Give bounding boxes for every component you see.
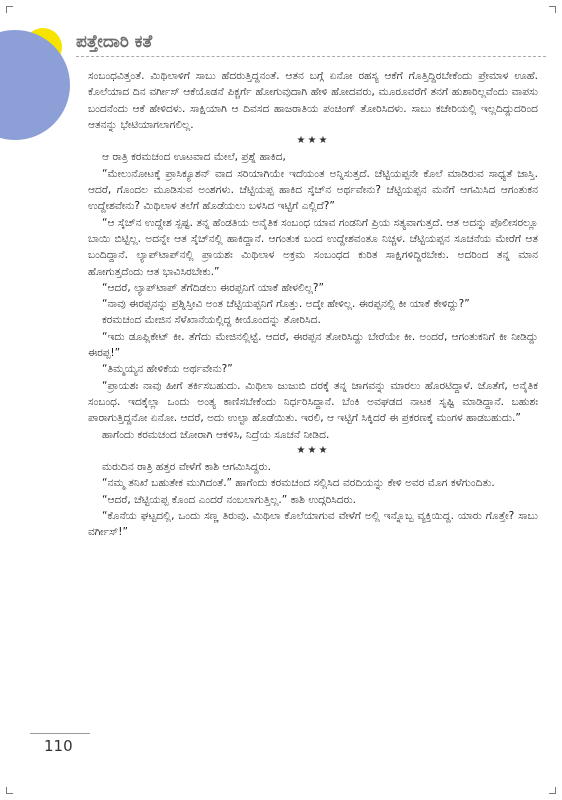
paragraph: “ನಾವು ಈರಪ್ಪನನ್ನು ಪ್ರಶ್ನಿಸ್ತೀವಿ ಅಂತ ಚೆಟ್ಟಿಯಪ್ಪನಿಗೆ ಗೊತ್ತು. ಅದ್ಕೇ ಹೇಳಿಲ್ಲ. ಈರಪ್ಪನಲ್ಲಿ ಕೀ ಯಾಕೆ ಕೇಳಿದ್ದು?” xyxy=(102,298,470,311)
paragraph: “ಪ್ರಾಯಶಃ ನಾವು ಹೀಗೆ ತರ್ಕಿಸಬಹುದು. ಮಿಥಿಲಾ ಜುಜುಬಿ ದರಕ್ಕೆ ತನ್ನ ಜಾಗವನ್ನು ಮಾರಲು ಹೊರಟಿದ್ದಾಳೆ. ಜೊತೆಗೆ, ಅನೈತಿಕ ಸಂಬಂಧ. ಇದಕ್ಕೆಲ್ಲಾ ಒಂದು ಅಂತ್ಯ ಕಾಣಿಸಬೇಕೆಂದು ನಿರ್ಧರಿಸಿದ್ದಾನೆ. ಬೆಂಕಿ ಅವಘಡದ ನಾಟಕ ಸೃಷ್ಟಿ ಮಾಡಿದ್ದಾನೆ. ಬಹುಶಃ ಪಾರಾಗುತ್ತಿದ್ದನೋ ಏನೋ. ಆದರೆ, ಅದು ಉಲ್ಟಾ ಹೊಡೆಯಿತು. ಇರಲಿ, ಆ ಇಟ್ಟಿಗೆ ಸಿಕ್ಕಿದರೆ ಈ ಪ್ರಕರಣಕ್ಕೆ ಮಂಗಳ ಹಾಡಬಹುದು.” xyxy=(88,379,538,425)
crop-mark-top-right xyxy=(549,6,556,13)
paragraph: ಸಂಬಂಧವಿತ್ತಂತೆ. ಮಿಥಿಲಾಳಿಗೆ ಸಾಬು ಹೆದರುತ್ತಿದ್ದನಂತೆ. ಆತನ ಬಗ್ಗೆ ಏನೋ ರಹಸ್ಯ ಆಕೆಗೆ ಗೊತ್ತಿದ್ದಿರಬೇಕೆಂದು ಪ್ರೇಮಾಳ ಊಹೆ. ಕೊಲೆಯಾದ ದಿನ ವರ್ಗೀಸ್ ಆಕೆಯೊಡನೆ ಪಿಕ್ಚರ್ಗೆ ಹೋಗುವುದಾಗಿ ಹೇಳಿ ಹೋದವರು, ಮೂರೂವರೆಗೆ ತನಗೆ ಹುಶಾರಿಲ್ಲವೆಂದು ವಾಪಸು ಬಂದನೆಂದು ಆಕೆ ಹೇಳಿದಳು. ಸಾಕ್ಷಿಯಾಗಿ ಆ ದಿವಸದ ಹಾಜರಾತಿಯ ಪಂಚಿಂಗ್ ತೋರಿಸಿದಳು. ಸಾಬು ಕಚೇರಿಯಲ್ಲಿ ಇಲ್ಲದಿದ್ದುದರಿಂದ ಆತನನ್ನು ಭೇಟಿಯಾಗಲಾಗಲಿಲ್ಲ. xyxy=(88,70,538,131)
paragraph: “ಆದರೆ, ಲ್ಯಾಪ್‌ಟಾಪ್ ತೆಗೆದಿಡಲು ಈರಪ್ಪನಿಗೆ ಯಾಕೆ ಹೇಳಲಿಲ್ಲ?” xyxy=(102,281,325,294)
section-break: ★★★ xyxy=(296,444,330,456)
paragraph: ಕರಮಚಂದ ಮೇಜಿನ ಸೆಳೆಖಾನೆಯಲ್ಲಿದ್ದ ಕೀಯೊಂದನ್ನು ತೋರಿಸಿದ. xyxy=(102,314,321,327)
paragraph: “ಇದು ಡೂಪ್ಲಿಕೇಟ್ ಕೀ. ತೆಗೆದು ಮೇಜಿನಲ್ಲಿಟ್ಟೆ. ಆದರೆ, ಈರಪ್ಪನ ತೋರಿಸಿದ್ದು ಬೇರೆಯೇ ಕೀ. ಅಂದರೆ, ಆಗಂತುಕನಿಗೆ ಕೀ ನೀಡಿದ್ದು ಈರಪ್ಪ!” xyxy=(88,330,538,360)
paragraph: “ತಿಮ್ಮಯ್ಯನ ಹೇಳಿಕೆಯ ಅರ್ಥವೇನು?” xyxy=(102,363,233,376)
paragraph: “ಆದರೆ, ಚೆಟ್ಟಿಯಪ್ಪ ಕೊಂದ ಎಂದರೆ ನಂಬಲಾಗುತ್ತಿಲ್ಲ.” ಕಾಶಿ ಉದ್ಗರಿಸಿದರು. xyxy=(102,493,356,506)
page-number: 110 xyxy=(44,737,73,755)
header-divider xyxy=(76,56,546,57)
paragraph: ಹಾಗೆಂದು ಕರಮಚಂದ ಜೋರಾಗಿ ಆಕಳಿಸಿ, ನಿದ್ರೆಯ ಸೂಚನೆ ನೀಡಿದ. xyxy=(102,428,330,441)
paragraph: “ಮೇಲುನೋಟಕ್ಕೆ ಪ್ರಾಸಿಕ್ಯೂಶನ್ ವಾದ ಸರಿಯಾಗಿಯೇ ಇದೆಯಂತ ಅನ್ನಿಸುತ್ತದೆ. ಚೆಟ್ಟಿಯಪ್ಪನೇ ಕೊಲೆ ಮಾಡಿರುವ ಸಾಧ್ಯತೆ ಜಾಸ್ತಿ. ಆದರೆ, ಗೊಂದಲ ಮೂಡಿಸುವ ಅಂಶಗಳು. ಚೆಟ್ಟಿಯಪ್ಪ ಹಾಕಿದ ಸ್ಕೆಚ್‌ನ ಅರ್ಥವೇನು? ಚೆಟ್ಟಿಯಪ್ಪನ ಮನೆಗೆ ಆಗಮಿಸಿದ ಆಗಂತುಕನ ಉದ್ದೇಶವೇನು? ಮಿಥಿಲಾಳ ತಲೆಗೆ ಹೊಡೆಯಲು ಬಳಸಿದ ಇಟ್ಟಿಗೆ ಎಲ್ಲಿದೆ?” xyxy=(88,167,538,213)
paragraph: “ನಮ್ಮ ತನಿಖೆ ಬಹುತೇಕ ಮುಗಿದಂತೆ.” ಹಾಗೆಂದು ಕರಮಚಂದ ಸಲ್ಲಿಸಿದ ವರದಿಯನ್ನು ಕೇಳಿ ಅವರ ಮೊಗ ಕಳೆಗುಂದಿತು. xyxy=(102,477,495,490)
crop-mark-bottom-right xyxy=(549,787,556,794)
crop-mark-bottom-left xyxy=(6,787,13,794)
story-text xyxy=(88,68,538,541)
running-header-title: ಪತ್ತೇದಾರಿ ಕತೆ xyxy=(76,32,153,52)
crop-mark-top-left xyxy=(6,6,13,13)
paragraph: “ಕೊನೆಯ ಘಟ್ಟದಲ್ಲಿ, ಒಂದು ಸಣ್ಣ ತಿರುವು. ಮಿಥಿಲಾ ಕೊಲೆಯಾಗುವ ವೇಳೆಗೆ ಅಲ್ಲಿ ಇನ್ನೊಬ್ಬ ವ್ಯಕ್ತಿಯಿದ್ದ. ಯಾರು ಗೊತ್ತೇ? ಸಾಬು ವರ್ಗೀಸ್!” xyxy=(88,510,538,539)
footer-divider xyxy=(30,733,90,734)
paragraph: ಆ ರಾತ್ರಿ ಕರಮಚಂದ ಊಟವಾದ ಮೇಲೆ, ಪ್ರಶ್ನೆ ಹಾಕಿದ, xyxy=(102,151,286,164)
section-break: ★★★ xyxy=(296,135,330,147)
paragraph: “ಆ ಸ್ಕೆಚ್‌ನ ಉದ್ದೇಶ ಸ್ಪಷ್ಟ. ತನ್ನ ಹೆಂಡತಿಯ ಅನೈತಿಕ ಸಂಬಂಧ ಯಾವ ಗಂಡನಿಗೆ ಪ್ರಿಯ ಸತ್ಯವಾಗುತ್ತದೆ. ಆತ ಅದನ್ನು ಪೊಲೀಸರಲ್ಲೂ ಬಾಯಿ ಬಿಟ್ಟಿಲ್ಲ. ಅದನ್ನೇ ಆತ ಸ್ಕೆಚ್‌ನಲ್ಲಿ ಹಾಕಿದ್ದಾನೆ. ಆಗಂತುಕ ಬಂದ ಉದ್ದೇಶವಂತೂ ನಿಚ್ಚಳ. ಚೆಟ್ಟಿಯಪ್ಪನ ಸೂಚನೆಯ ಮೇರೆಗೆ ಆತ ಬಂದಿದ್ದಾನೆ. ಲ್ಯಾಪ್‌ಟಾಪ್‌ನಲ್ಲಿ ಪ್ರಾಯಶಃ ಮಿಥಿಲಾಳ ಅಕ್ರಮ ಸಂಬಂಧದ ಕುರಿತ ಸಾಕ್ಷಿಗಳಿದ್ದಿರಬೇಕು. ಅದರಿಂದ ತನ್ನ ಮಾನ ಹೋಗುತ್ತದೆಂದು ಆತ ಭಾವಿಸಿರಬೇಕು.” xyxy=(88,216,538,278)
paragraph: ಮರುದಿನ ರಾತ್ರಿ ಹತ್ತರ ವೇಳೆಗೆ ಕಾಶಿ ಆಗಮಿಸಿದ್ದರು. xyxy=(102,461,272,474)
